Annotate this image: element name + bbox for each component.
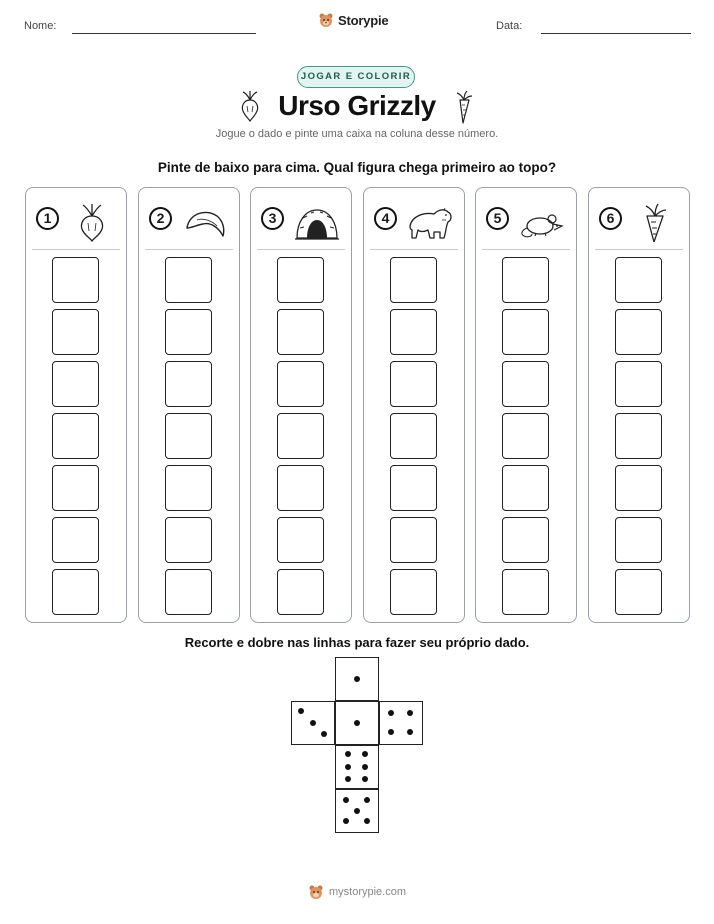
color-box[interactable]	[615, 413, 662, 459]
column-header	[261, 202, 341, 242]
color-box[interactable]	[165, 361, 212, 407]
column-3	[250, 187, 352, 623]
column-divider	[595, 249, 683, 250]
name-label: Nome:	[24, 20, 57, 32]
color-box[interactable]	[390, 309, 437, 355]
die-pip	[407, 729, 413, 735]
color-box[interactable]	[52, 413, 99, 459]
color-box[interactable]	[502, 257, 549, 303]
footer-url: mystorypie.com	[329, 886, 407, 898]
die-pip	[354, 808, 360, 814]
die-pip	[388, 710, 394, 716]
color-box[interactable]	[502, 361, 549, 407]
column-header	[599, 202, 679, 242]
date-line	[541, 33, 691, 34]
die-face-5	[335, 789, 379, 833]
claw-icon	[181, 202, 229, 242]
color-box[interactable]	[277, 257, 324, 303]
color-box[interactable]	[52, 569, 99, 615]
color-box[interactable]	[52, 465, 99, 511]
instruction: Pinte de baixo para cima. Qual figura chega primeiro ao topo?	[157, 160, 557, 175]
color-box[interactable]	[615, 465, 662, 511]
color-box[interactable]	[502, 309, 549, 355]
color-box[interactable]	[390, 413, 437, 459]
color-box[interactable]	[277, 517, 324, 563]
color-box[interactable]	[165, 517, 212, 563]
die-pip	[364, 818, 370, 824]
color-box[interactable]	[615, 257, 662, 303]
die-pip	[354, 720, 360, 726]
column-4	[363, 187, 465, 623]
color-box[interactable]	[165, 257, 212, 303]
color-box[interactable]	[165, 569, 212, 615]
color-box[interactable]	[502, 517, 549, 563]
column-header	[486, 202, 566, 242]
column-header	[36, 202, 116, 242]
mouse-icon	[518, 202, 566, 242]
color-box[interactable]	[165, 465, 212, 511]
color-box[interactable]	[390, 465, 437, 511]
die-face-6	[335, 745, 379, 789]
die-pip	[345, 776, 351, 782]
color-box[interactable]	[52, 257, 99, 303]
beet-icon	[68, 202, 116, 242]
logo-text: Storypie	[338, 12, 389, 28]
die-pip	[354, 676, 360, 682]
column-divider	[370, 249, 458, 250]
column-divider	[145, 249, 233, 250]
die-face-1	[335, 701, 379, 745]
column-number: 2	[149, 207, 172, 230]
die-pip	[321, 731, 327, 737]
color-box[interactable]	[390, 569, 437, 615]
bear-logo-icon	[308, 884, 324, 900]
die-pip	[388, 729, 394, 735]
color-box[interactable]	[615, 569, 662, 615]
die-face-1	[335, 657, 379, 701]
page-title: Urso Grizzly	[278, 90, 436, 121]
die-pip	[298, 708, 304, 714]
bear-logo-icon	[318, 12, 334, 28]
color-box[interactable]	[390, 517, 437, 563]
die-face-4	[379, 701, 423, 745]
carrot-icon	[631, 202, 679, 242]
column-number: 5	[486, 207, 509, 230]
column-divider	[482, 249, 570, 250]
color-box[interactable]	[277, 465, 324, 511]
color-box[interactable]	[277, 309, 324, 355]
column-2	[138, 187, 240, 623]
die-pip	[345, 751, 351, 757]
subtitle: Jogue o dado e pinte uma caixa na coluna desse número.	[215, 128, 499, 140]
color-box[interactable]	[615, 517, 662, 563]
die-pip	[364, 797, 370, 803]
cut-instruction: Recorte e dobre nas linhas para fazer seu próprio dado.	[184, 635, 530, 650]
color-box[interactable]	[52, 309, 99, 355]
column-number: 6	[599, 207, 622, 230]
color-box[interactable]	[277, 569, 324, 615]
die-pip	[362, 764, 368, 770]
color-box[interactable]	[502, 569, 549, 615]
die-pip	[343, 797, 349, 803]
color-box[interactable]	[52, 517, 99, 563]
column-header	[149, 202, 229, 242]
column-number: 1	[36, 207, 59, 230]
color-box[interactable]	[502, 465, 549, 511]
column-number: 4	[374, 207, 397, 230]
carrot-decoration-icon	[452, 90, 474, 124]
color-box[interactable]	[277, 413, 324, 459]
die-pip	[362, 776, 368, 782]
name-line	[72, 33, 256, 34]
color-box[interactable]	[502, 413, 549, 459]
die-face-3	[291, 701, 335, 745]
column-1	[25, 187, 127, 623]
column-divider	[32, 249, 120, 250]
column-5	[475, 187, 577, 623]
color-box[interactable]	[52, 361, 99, 407]
color-box[interactable]	[615, 361, 662, 407]
activity-badge: JOGAR E COLORIR	[297, 66, 415, 88]
column-number: 3	[261, 207, 284, 230]
die-pip	[310, 720, 316, 726]
color-box[interactable]	[165, 309, 212, 355]
die-pip	[345, 764, 351, 770]
color-box[interactable]	[277, 361, 324, 407]
color-box[interactable]	[165, 413, 212, 459]
color-box[interactable]	[615, 309, 662, 355]
bear-icon	[406, 202, 454, 242]
storypie-logo	[318, 12, 388, 28]
footer	[308, 884, 406, 900]
date-label: Data:	[496, 20, 523, 32]
column-header	[374, 202, 454, 242]
color-box[interactable]	[390, 257, 437, 303]
color-box[interactable]	[390, 361, 437, 407]
die-pip	[362, 751, 368, 757]
column-6	[588, 187, 690, 623]
die-pip	[407, 710, 413, 716]
den-icon	[293, 202, 341, 242]
column-divider	[257, 249, 345, 250]
die-pip	[343, 818, 349, 824]
